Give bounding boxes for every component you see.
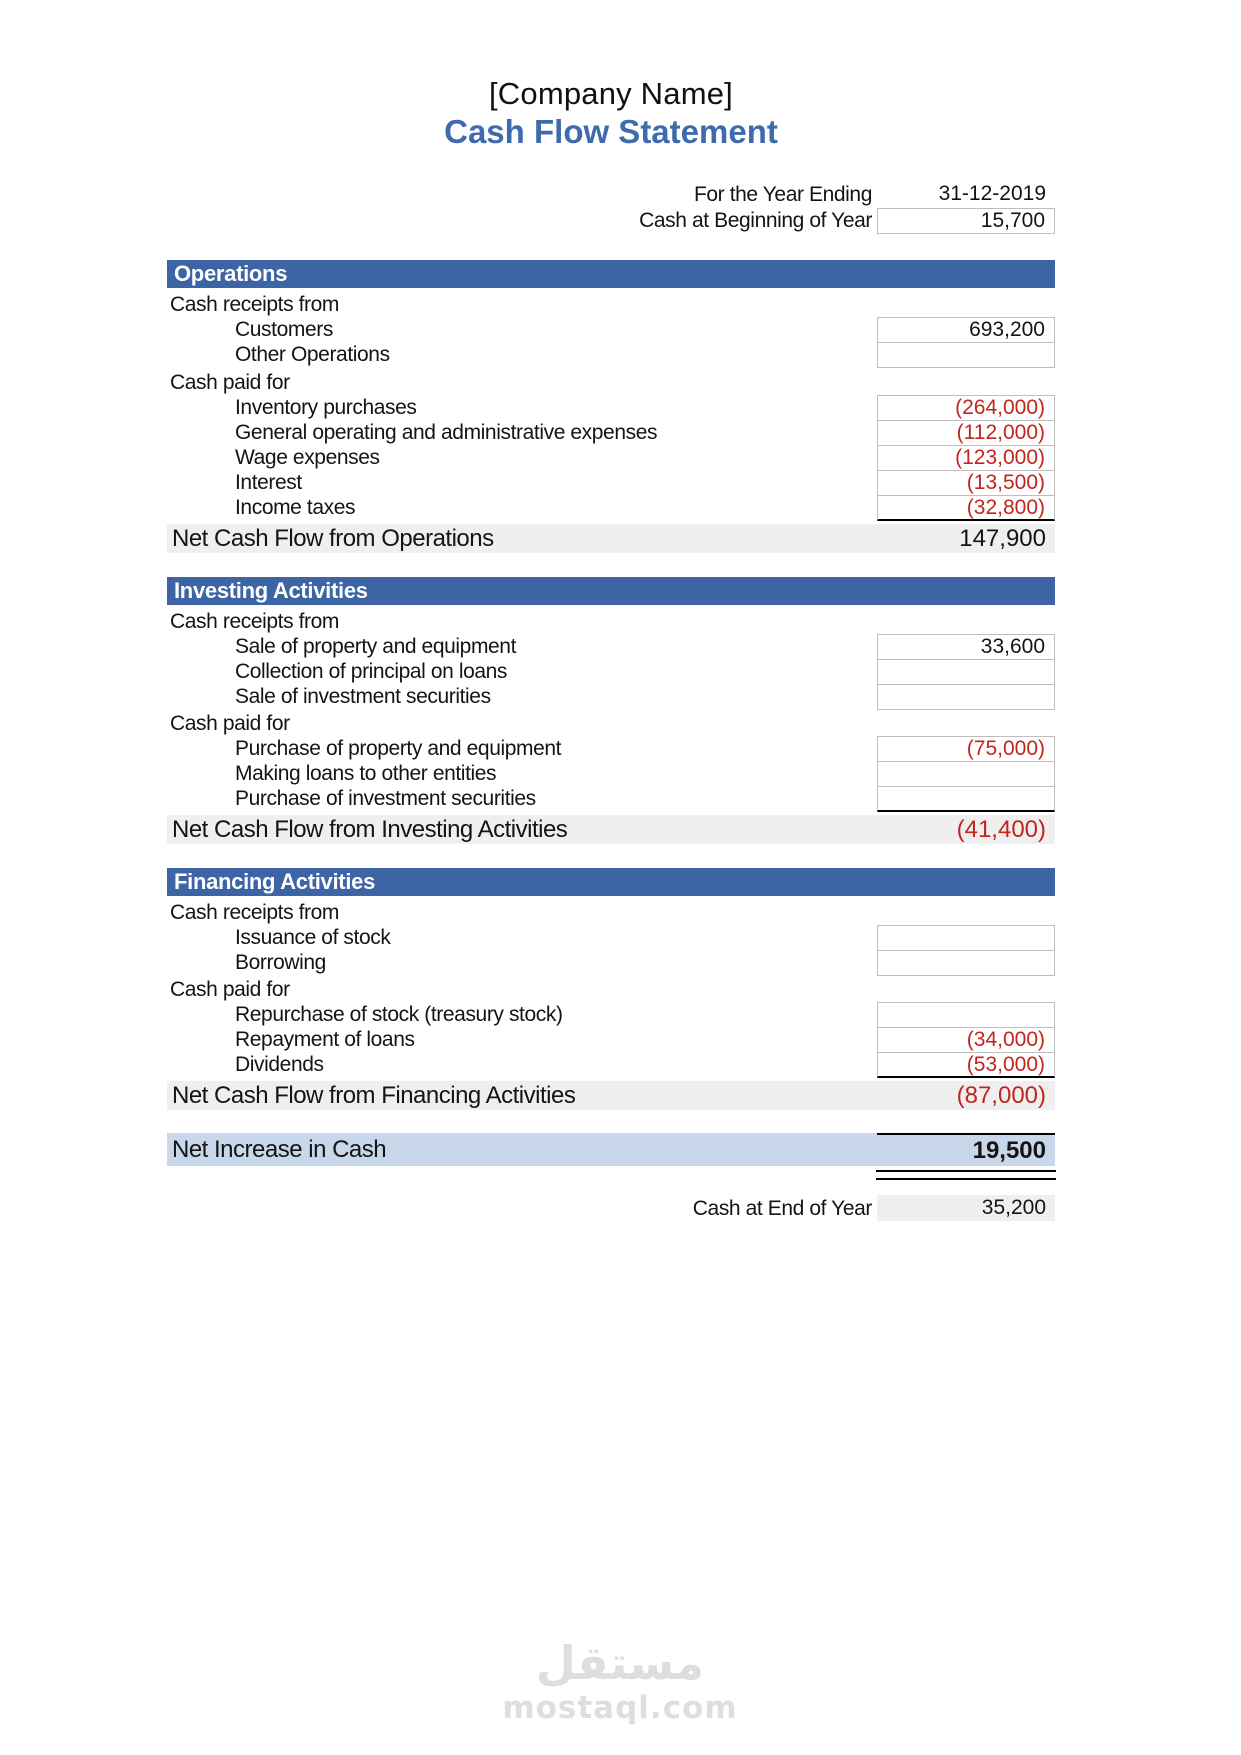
item-label-sale-property-equipment: Sale of property and equipment xyxy=(235,635,517,658)
item-label-dividends: Dividends xyxy=(235,1053,324,1076)
year-ending-value: 31-12-2019 xyxy=(938,182,1046,205)
company-name: [Company Name] xyxy=(488,76,733,111)
item-label-repurchase-of-stock: Repurchase of stock (treasury stock) xyxy=(235,1003,563,1026)
item-label-customers: Customers xyxy=(235,318,333,341)
item-label-issuance-of-stock: Issuance of stock xyxy=(235,926,391,949)
net-increase-value: 19,500 xyxy=(877,1133,1055,1166)
beginning-cash-label: Cash at Beginning of Year xyxy=(639,209,872,232)
item-label-making-loans: Making loans to other entities xyxy=(235,762,497,785)
end-cash-label: Cash at End of Year xyxy=(692,1197,872,1220)
cell-repurchase-of-stock[interactable] xyxy=(877,1002,1055,1028)
beginning-cash-cell[interactable]: 15,700 xyxy=(877,208,1055,234)
net-operations-value: 147,900 xyxy=(959,525,1046,552)
group-label-cash-paid-investing: Cash paid for xyxy=(170,712,290,735)
section-header-financing: Financing Activities xyxy=(167,868,1055,896)
cell-issuance-of-stock[interactable] xyxy=(877,925,1055,951)
cell-borrowing[interactable] xyxy=(877,950,1055,976)
item-label-repayment-of-loans: Repayment of loans xyxy=(235,1028,415,1051)
group-label-cash-paid: Cash paid for xyxy=(170,371,290,394)
watermark-site-name: mostaql.com xyxy=(502,1690,738,1726)
cell-purchase-investment-securities[interactable] xyxy=(877,786,1055,812)
group-label-cash-receipts-investing: Cash receipts from xyxy=(170,610,340,633)
cell-dividends[interactable]: (53,000) xyxy=(877,1052,1055,1078)
cell-customers[interactable]: 693,200 xyxy=(877,317,1055,343)
item-label-borrowing: Borrowing xyxy=(235,951,326,974)
group-label-cash-receipts: Cash receipts from xyxy=(170,293,340,316)
double-underline xyxy=(876,1170,1056,1180)
cell-making-loans[interactable] xyxy=(877,761,1055,787)
item-label-purchase-investment-securities: Purchase of investment securities xyxy=(235,787,536,810)
year-ending-label: For the Year Ending xyxy=(693,183,872,206)
item-label-wage-expenses: Wage expenses xyxy=(235,446,380,469)
cell-interest[interactable]: (13,500) xyxy=(877,470,1055,496)
net-increase-label: Net Increase in Cash xyxy=(172,1136,387,1163)
item-label-general-admin-expenses: General operating and administrative expenses xyxy=(235,421,658,444)
cell-income-taxes[interactable]: (32,800) xyxy=(877,495,1055,521)
cell-sale-property-equipment[interactable]: 33,600 xyxy=(877,634,1055,660)
page-title: Cash Flow Statement xyxy=(444,113,778,150)
cell-sale-investment-securities[interactable] xyxy=(877,684,1055,710)
net-investing-band xyxy=(167,815,1055,844)
group-label-cash-paid-financing: Cash paid for xyxy=(170,978,290,1001)
net-investing-label: Net Cash Flow from Investing Activities xyxy=(172,816,568,843)
cell-wage-expenses[interactable]: (123,000) xyxy=(877,445,1055,471)
end-cash-value: 35,200 xyxy=(877,1195,1055,1221)
item-label-purchase-property-equipment: Purchase of property and equipment xyxy=(235,737,562,760)
cell-general-admin-expenses[interactable]: (112,000) xyxy=(877,420,1055,446)
net-operations-label: Net Cash Flow from Operations xyxy=(172,525,494,552)
cell-other-operations[interactable] xyxy=(877,342,1055,368)
net-financing-label: Net Cash Flow from Financing Activities xyxy=(172,1082,576,1109)
watermark-arabic-logo: مستقل xyxy=(535,1636,705,1690)
net-financing-band xyxy=(167,1081,1055,1110)
cell-purchase-property-equipment[interactable]: (75,000) xyxy=(877,736,1055,762)
net-investing-value: (41,400) xyxy=(956,816,1046,843)
group-label-cash-receipts-financing: Cash receipts from xyxy=(170,901,340,924)
item-label-income-taxes: Income taxes xyxy=(235,496,356,519)
section-header-investing: Investing Activities xyxy=(167,577,1055,605)
cell-repayment-of-loans[interactable]: (34,000) xyxy=(877,1027,1055,1053)
net-operations-band xyxy=(167,524,1055,553)
item-label-collection-principal-loans: Collection of principal on loans xyxy=(235,660,508,683)
cell-inventory-purchases[interactable]: (264,000) xyxy=(877,395,1055,421)
item-label-other-operations: Other Operations xyxy=(235,343,390,366)
cell-collection-principal-loans[interactable] xyxy=(877,659,1055,685)
item-label-interest: Interest xyxy=(235,471,302,494)
net-financing-value: (87,000) xyxy=(956,1082,1046,1109)
section-header-operations: Operations xyxy=(167,260,1055,288)
item-label-inventory-purchases: Inventory purchases xyxy=(235,396,417,419)
item-label-sale-investment-securities: Sale of investment securities xyxy=(235,685,491,708)
